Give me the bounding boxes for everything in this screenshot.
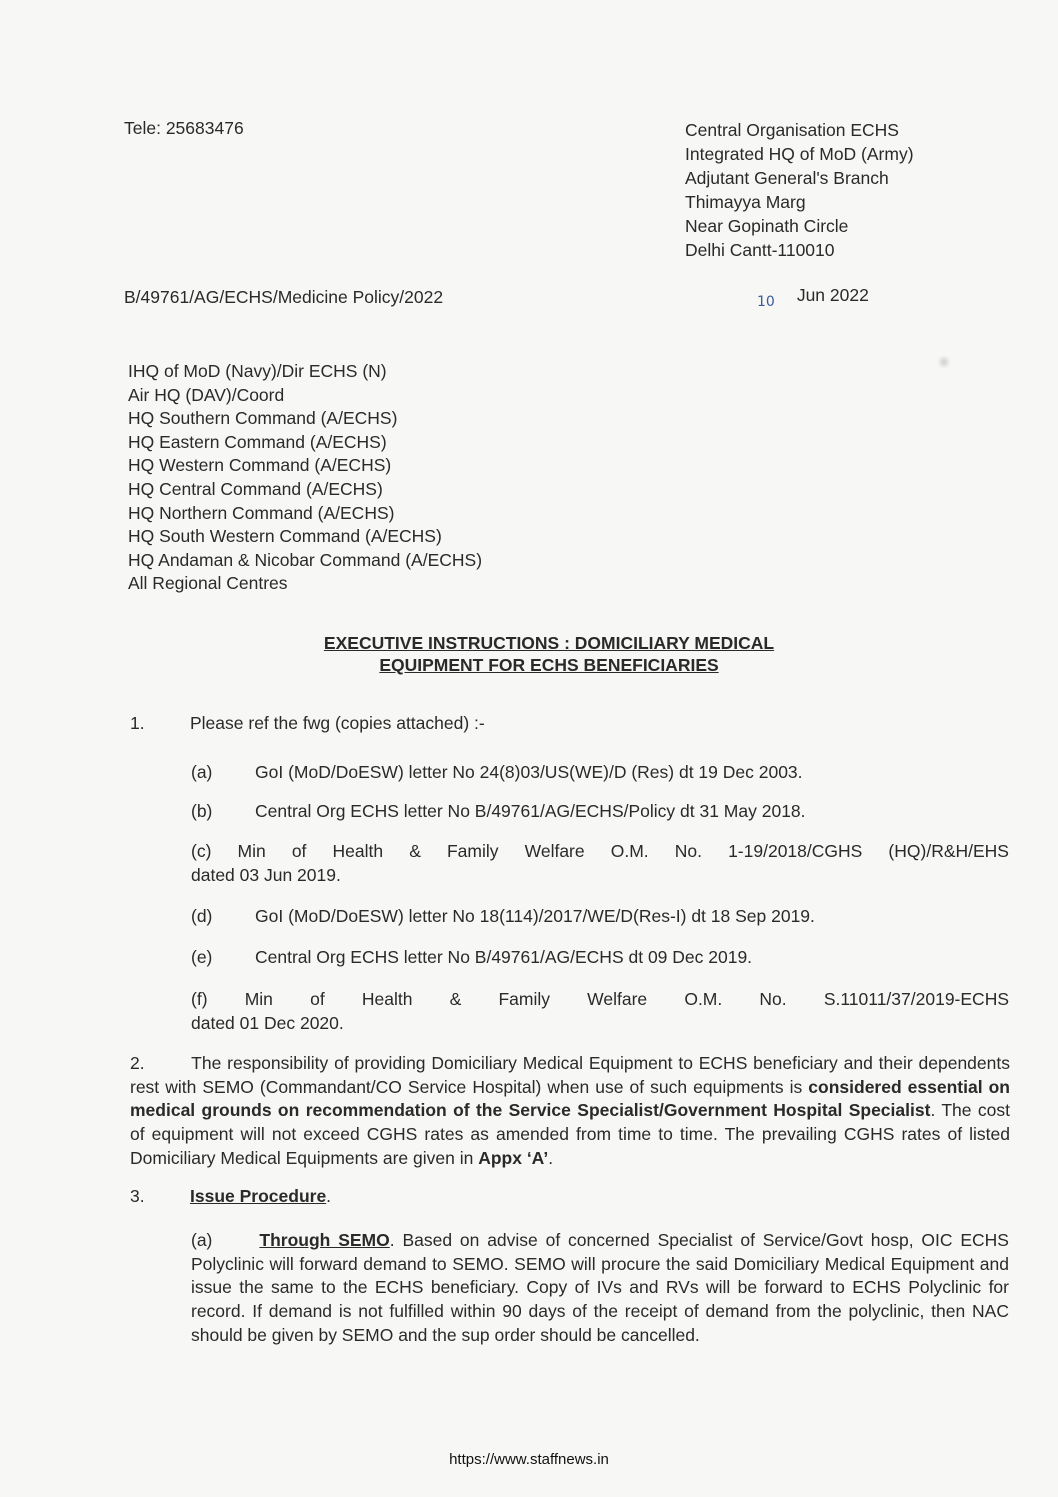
addressee: HQ Western Command (A/ECHS) xyxy=(128,455,392,476)
address-line: Adjutant General's Branch xyxy=(685,168,889,188)
para-number: 3. xyxy=(130,1186,145,1206)
addressee: HQ Southern Command (A/ECHS) xyxy=(128,408,398,429)
section-heading xyxy=(190,1186,331,1207)
addressee: HQ South Western Command (A/ECHS) xyxy=(128,526,442,547)
heading-text: Issue Procedure xyxy=(190,1186,327,1206)
addressee: HQ Andaman & Nicobar Command (A/ECHS) xyxy=(128,549,483,570)
title-line: EXECUTIVE INSTRUCTIONS : DOMICILIARY MEDICAL xyxy=(323,633,775,653)
para-number: 1. xyxy=(130,713,145,733)
sub-label: (a) xyxy=(191,1230,213,1250)
paper-speck xyxy=(937,355,951,369)
item-text: Central Org ECHS letter No B/49761/AG/ECHS/Policy dt 31 May 2018. xyxy=(255,801,806,821)
sub-text: Based on advise of concerned Specialist of Service/Govt hosp, OIC ECHS Polyclinic will forward demand to SEMO. SEMO will procure the said Domiciliary Medical Equipment and issue the same to the ECHS beneficiary. Copy of IVs and RVs will be forward to ECHS Polyclinic for record. If demand is not fulfilled within 90 days of the receipt of demand from the polyclinic, then NAC should be given by SEMO and the sup order should be cancelled. xyxy=(191,1230,1009,1345)
address-line: Delhi Cantt-110010 xyxy=(685,240,835,260)
addressee: HQ Central Command (A/ECHS) xyxy=(128,478,383,499)
reference-item xyxy=(191,760,1009,784)
item-text: Min of Health & Family Welfare O.M. No. 1-19/2018/CGHS (HQ)/R&H/EHS xyxy=(237,841,1009,861)
item-label: (d) xyxy=(191,906,213,926)
para-number: 2. xyxy=(130,1053,145,1073)
letter-date xyxy=(757,285,869,310)
item-text: GoI (MoD/DoESW) letter No 24(8)03/US(WE)/D (Res) dt 19 Dec 2003. xyxy=(255,762,803,782)
item-line-2: dated 03 Jun 2019. xyxy=(191,865,341,885)
sub-paragraph-3a xyxy=(191,1229,1009,1348)
item-line-2: dated 01 Dec 2020. xyxy=(191,1013,344,1033)
sub-heading-end: . xyxy=(389,1230,395,1250)
addressee: IHQ of MoD (Navy)/Dir ECHS (N) xyxy=(128,361,387,381)
para-emphasis: considered essential on medical grounds on recommendation of the Service Specialist/Government Hospital Specialist xyxy=(130,1076,1010,1121)
sub-heading: Through SEMO xyxy=(259,1230,390,1250)
reference-item xyxy=(191,839,1009,887)
addressee: HQ Northern Command (A/ECHS) xyxy=(128,502,395,523)
reference-item xyxy=(191,987,1009,1035)
sender-address xyxy=(685,118,914,262)
item-line xyxy=(191,987,1009,1011)
address-line: Integrated HQ of MoD (Army) xyxy=(685,144,914,164)
address-line: Near Gopinath Circle xyxy=(685,216,849,236)
addressee: All Regional Centres xyxy=(128,573,288,594)
address-line: Central Organisation ECHS xyxy=(685,120,899,140)
para-text: . The cost of equipment will not exceed CGHS rates as amended from time to time. The prevailing CGHS rates of listed Domiciliary Medical Equipments are given in xyxy=(130,1100,1010,1168)
reference-item xyxy=(191,945,1009,969)
item-text: Min of Health & Family Welfare O.M. No. S.11011/37/2019-ECHS xyxy=(244,989,1009,1009)
item-label: (c) xyxy=(191,841,212,861)
reference-item xyxy=(191,904,1009,928)
reference-number: B/49761/AG/ECHS/Medicine Policy/2022 xyxy=(124,287,444,307)
para-text: The responsibility of providing Domiciliary Medical Equipment to ECHS beneficiary and their dependents rest with SEMO (Commandant/CO Service Hospital) when use of such equipments is xyxy=(130,1053,1010,1097)
title-line: EQUIPMENT FOR ECHS BENEFICIARIES xyxy=(379,655,719,675)
document-title xyxy=(128,632,970,676)
item-label: (e) xyxy=(191,947,213,967)
item-label: (a) xyxy=(191,762,213,782)
paragraph-2 xyxy=(130,1052,1010,1171)
source-url: https://www.staffnews.in xyxy=(449,1451,609,1468)
item-text: GoI (MoD/DoESW) letter No 18(114)/2017/WE/D(Res-I) dt 18 Sep 2019. xyxy=(255,906,815,926)
para-text: . xyxy=(548,1147,554,1168)
reference-item xyxy=(191,799,1009,823)
item-label: (f) xyxy=(191,989,208,1009)
address-line: Thimayya Marg xyxy=(685,192,806,212)
appendix-ref: Appx ‘A’ xyxy=(478,1147,549,1168)
heading-end: . xyxy=(326,1186,332,1206)
date-month-year: Jun 2022 xyxy=(796,285,869,305)
item-line xyxy=(191,839,1009,863)
para-text: Please ref the fwg (copies attached) :- xyxy=(190,713,485,733)
addressee: HQ Eastern Command (A/ECHS) xyxy=(128,431,387,452)
telephone-number: Tele: 25683476 xyxy=(124,118,244,138)
addressee-list xyxy=(128,360,482,596)
item-text: Central Org ECHS letter No B/49761/AG/ECHS dt 09 Dec 2019. xyxy=(255,947,753,967)
addressee: Air HQ (DAV)/Coord xyxy=(128,384,285,405)
handwritten-day: 10 xyxy=(757,294,775,310)
item-label: (b) xyxy=(191,801,213,821)
